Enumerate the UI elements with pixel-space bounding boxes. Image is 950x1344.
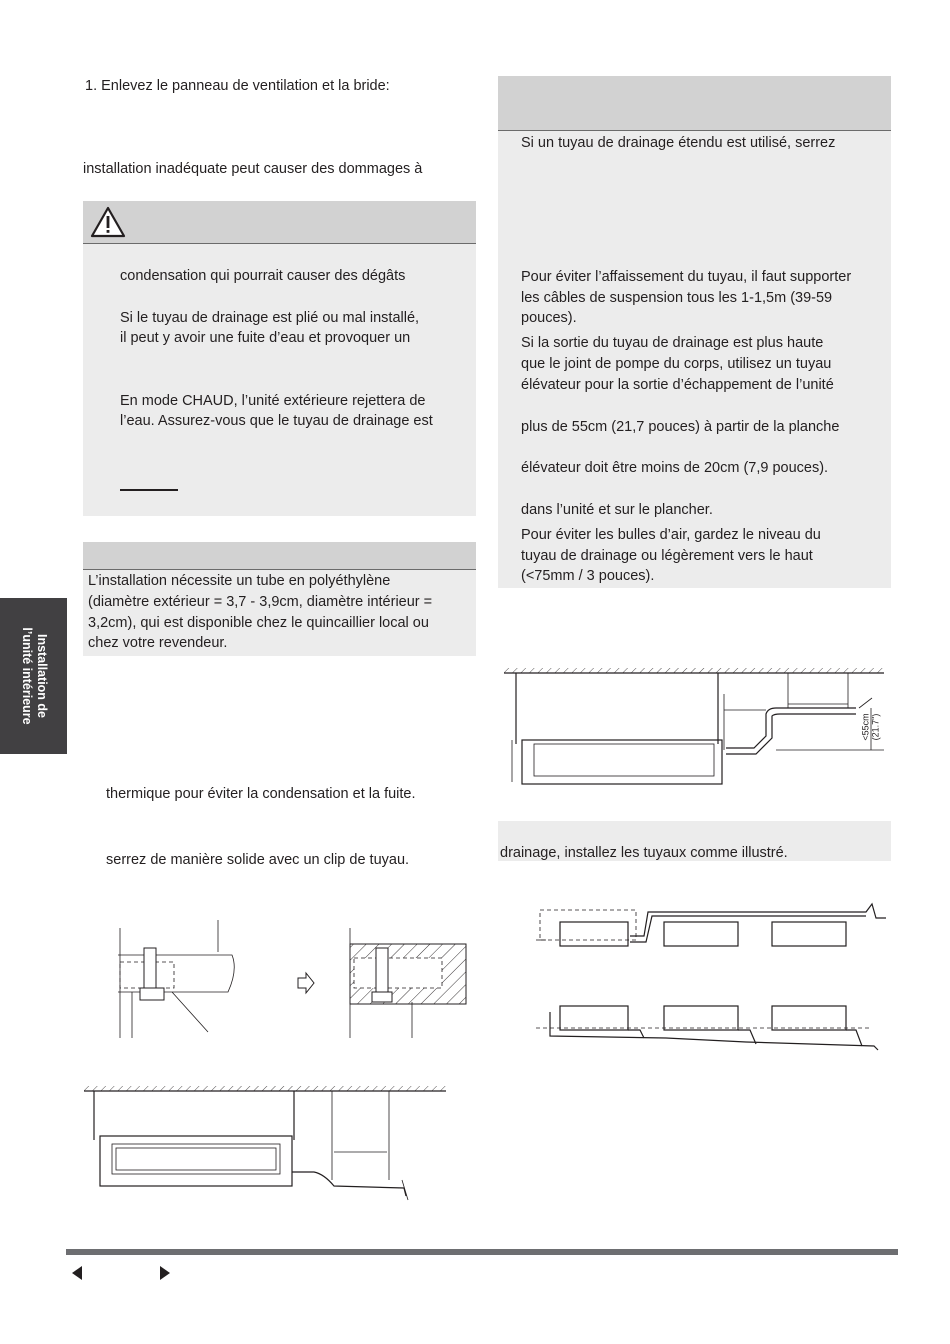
multi-unit-drain-diagram	[536, 900, 890, 1056]
note-line-2: (diamètre extérieur = 3,7 - 3,9cm, diamètre intérieur =	[88, 594, 433, 610]
intro-text-line: installation inadéquate peut causer des dommages à	[83, 161, 423, 177]
right-line-12: tuyau de drainage ou légèrement vers le haut	[521, 548, 813, 564]
pipe-insulation-diagram	[110, 920, 480, 1045]
right-line-4: pouces).	[521, 310, 577, 326]
caution-line-5: l’eau. Assurez-vous que le tuyau de drainage est	[120, 413, 433, 429]
triangle-left-icon[interactable]	[72, 1266, 82, 1280]
triangle-right-icon[interactable]	[160, 1266, 170, 1280]
caution-underline	[120, 489, 178, 491]
right-line-13: (<75mm / 3 pouces).	[521, 568, 655, 584]
caution-line-3: il peut y avoir une fuite d’eau et provoquer un	[120, 330, 411, 346]
caution-box	[83, 201, 476, 516]
right-line-8: plus de 55cm (21,7 pouces) à partir de la planche	[521, 419, 840, 435]
insulation-text: thermique pour éviter la condensation et la fuite.	[106, 786, 416, 802]
right-line-11: Pour éviter les bulles d’air, gardez le niveau du	[521, 527, 821, 543]
side-tab-line-1: Installation de	[34, 633, 49, 719]
caution-box-header	[83, 201, 476, 244]
right-line-6: que le joint de pompe du corps, utilisez un tuyau	[521, 356, 832, 372]
right-line-10: dans l’unité et sur le plancher.	[521, 502, 713, 518]
note-line-1: L’installation nécessite un tube en polyéthylène	[88, 573, 391, 589]
right-line-3: les câbles de suspension tous les 1-1,5m (39-59	[521, 290, 833, 306]
footer-bar	[66, 1249, 898, 1255]
caution-line-1: condensation qui pourrait causer des dégâts	[120, 268, 406, 284]
side-tab-line-2: l’unité intérieure	[19, 627, 34, 725]
right-line-5: Si la sortie du tuyau de drainage est plus haute	[521, 335, 824, 351]
note-line-3: 3,2cm), qui est disponible chez le quincaillier local ou	[88, 615, 429, 631]
side-tab-label	[19, 627, 49, 724]
lift-pipe-diagram	[504, 664, 894, 788]
right-line-2: Pour éviter l’affaissement du tuyau, il faut supporter	[521, 269, 852, 285]
note-line-4: chez votre revendeur.	[88, 635, 228, 651]
caution-line-4: En mode CHAUD, l’unité extérieure rejettera de	[120, 393, 426, 409]
warning-triangle-icon	[90, 206, 126, 238]
step-1-text: 1. Enlevez le panneau de ventilation et la bride:	[85, 78, 390, 94]
height-limit-label	[858, 706, 894, 750]
height-limit-cm: <55cm	[860, 713, 871, 741]
right-info-box-header	[498, 76, 891, 131]
clip-text: serrez de manière solide avec un clip de tuyau.	[106, 852, 410, 868]
right-line-7: élévateur pour la sortie d’échappement de l’unité	[521, 377, 834, 393]
height-limit-inch: (21.7")	[870, 713, 881, 741]
right-line-1: Si un tuyau de drainage étendu est utilisé, serrez	[521, 135, 836, 151]
right-line-9: élévateur doit être moins de 20cm (7,9 pouces).	[521, 460, 829, 476]
note-box-header	[83, 542, 476, 570]
unit-drain-diagram	[84, 1082, 454, 1207]
multi-unit-text: drainage, installez les tuyaux comme illustré.	[500, 845, 788, 861]
caution-line-2: Si le tuyau de drainage est plié ou mal installé,	[120, 310, 420, 326]
section-side-tab	[0, 598, 67, 754]
